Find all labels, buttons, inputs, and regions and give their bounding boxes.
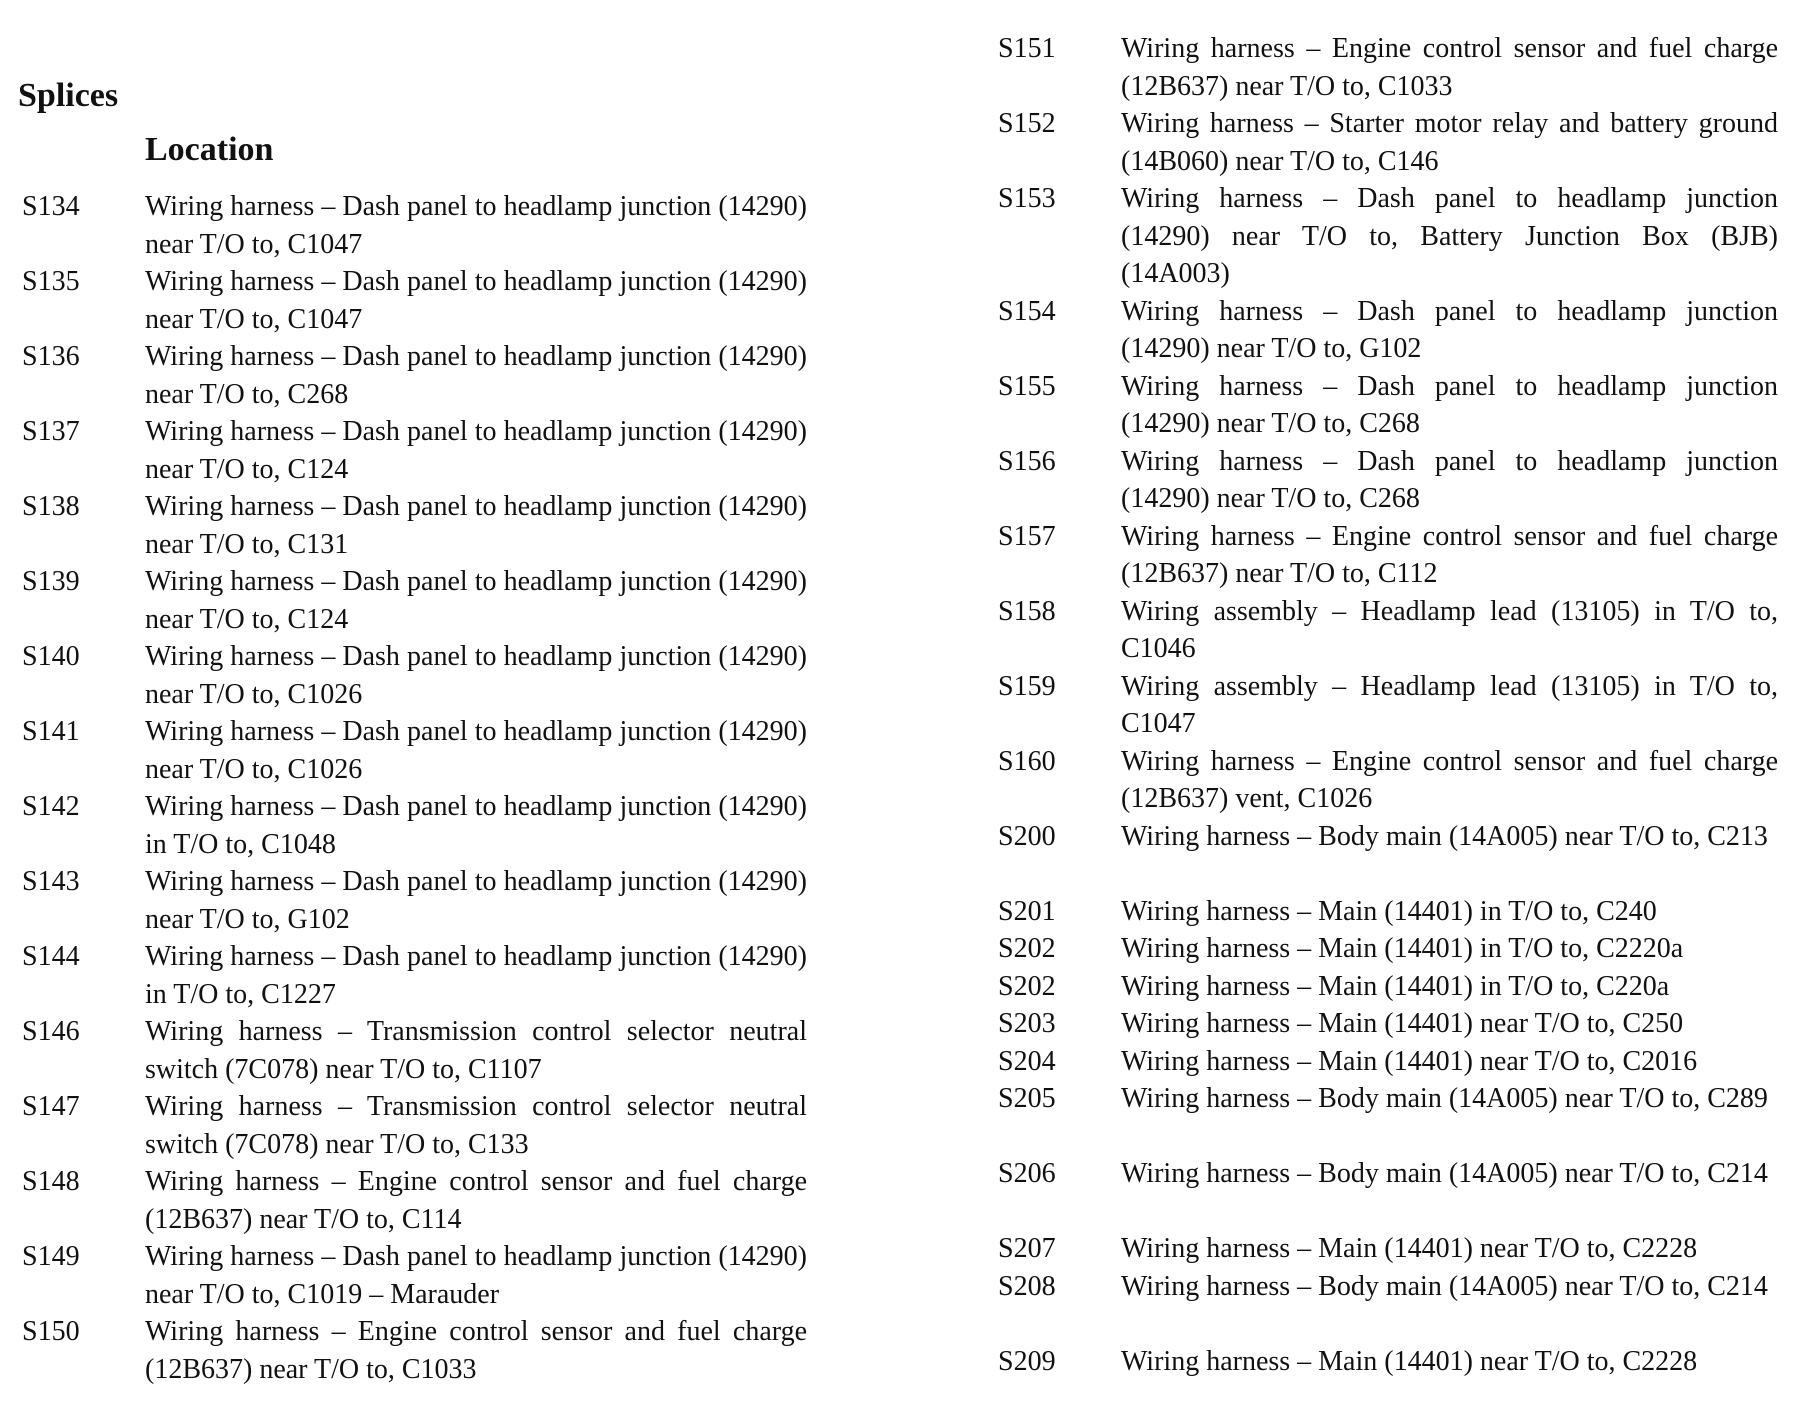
splice-code: S155: [998, 370, 1056, 402]
splice-location: Wiring harness – Engine control sensor and fuel charge (12B637) vent, C1026: [1121, 745, 1778, 814]
splice-location: Wiring harness – Dash panel to headlamp junction (14290) in T/O to, C1227: [145, 941, 807, 1010]
splice-entry: [998, 743, 1778, 818]
splice-location: Wiring harness – Dash panel to headlamp junction (14290) in T/O to, C1048: [145, 791, 807, 860]
splice-entry: [998, 1155, 1778, 1230]
splice-code: S202: [998, 970, 1056, 1002]
splice-code: S205: [998, 1083, 1056, 1114]
splice-entry: [22, 488, 807, 563]
splice-location: Wiring harness – Engine control sensor and fuel charge (12B637) near T/O to, C1033: [1121, 33, 1778, 102]
splice-code: S154: [998, 295, 1056, 327]
splice-location: Wiring harness – Main (14401) in T/O to, C220a: [1121, 970, 1670, 1002]
splice-entry: [998, 443, 1778, 518]
splice-location: Wiring harness – Main (14401) near T/O to, C2016: [1121, 1045, 1698, 1077]
splice-location: Wiring harness – Dash panel to headlamp junction (14290) near T/O to, G102: [1121, 295, 1778, 364]
splice-location: Wiring harness – Body main (14A005) near T/O to, C213: [1121, 820, 1768, 852]
splice-location: Wiring harness – Engine control sensor and fuel charge (12B637) near T/O to, C1033: [145, 1316, 807, 1385]
splice-entry: [22, 863, 807, 938]
splice-location: Wiring harness – Dash panel to headlamp junction (14290) near T/O to, C1047: [145, 266, 807, 335]
splice-entry: [998, 818, 1778, 893]
splice-location: Wiring harness – Main (14401) near T/O to, C2228: [1121, 1345, 1698, 1377]
splice-location: Wiring harness – Engine control sensor and fuel charge (12B637) near T/O to, C114: [145, 1166, 807, 1235]
splice-location: Wiring harness – Dash panel to headlamp junction (14290) near T/O to, C1026: [145, 716, 807, 785]
splice-location: Wiring harness – Dash panel to headlamp junction (14290) near T/O to, C1047: [145, 191, 807, 260]
splice-code: S156: [998, 445, 1056, 477]
splice-entry: [998, 180, 1778, 293]
splice-location: Wiring harness – Dash panel to headlamp junction (14290) near T/O to, G102: [145, 866, 807, 935]
location-heading: Location: [145, 131, 274, 168]
left-column: [22, 188, 807, 1388]
splice-entry: [22, 1088, 807, 1163]
splice-code: S146: [22, 1016, 80, 1047]
splice-location: Wiring harness – Starter motor relay and battery ground (14B060) near T/O to, C146: [1121, 108, 1778, 177]
splice-code: S144: [22, 941, 80, 972]
splice-entry: [998, 518, 1778, 593]
splice-entry: [22, 1238, 807, 1313]
splice-code: S135: [22, 266, 80, 297]
splice-code: S208: [998, 1270, 1056, 1302]
splice-location: Wiring harness – Transmission control selector neutral switch (7C078) near T/O to, C1107: [145, 1016, 807, 1085]
splice-code: S159: [998, 670, 1056, 702]
splice-code: S147: [22, 1091, 80, 1122]
splice-location: Wiring harness – Body main (14A005) near T/O to, C214: [1121, 1158, 1768, 1189]
splice-location: Wiring harness – Dash panel to headlamp junction (14290) near T/O to, C1019 – Marauder: [145, 1241, 807, 1310]
splice-entry: [22, 1163, 807, 1238]
splice-code: S140: [22, 641, 80, 672]
splice-entry: [998, 1043, 1778, 1081]
splice-code: S148: [22, 1166, 80, 1197]
splice-entry: [998, 1080, 1778, 1155]
splice-code: S160: [998, 745, 1056, 777]
splice-entry: [998, 105, 1778, 180]
splice-code: S157: [998, 520, 1056, 552]
splice-location: Wiring harness – Body main (14A005) near T/O to, C289: [1121, 1083, 1768, 1114]
splice-code: S204: [998, 1045, 1056, 1077]
splice-code: S201: [998, 895, 1056, 927]
splice-code: S209: [998, 1345, 1056, 1377]
splice-entry: [998, 368, 1778, 443]
splice-location: Wiring harness – Dash panel to headlamp junction (14290) near T/O to, C268: [145, 341, 807, 410]
splice-code: S152: [998, 108, 1056, 139]
splice-entry: [998, 593, 1778, 668]
splice-location: Wiring harness – Engine control sensor and fuel charge (12B637) near T/O to, C112: [1121, 520, 1778, 589]
splice-code: S137: [22, 416, 80, 447]
splice-code: S158: [998, 595, 1056, 627]
splice-code: S153: [998, 183, 1056, 214]
splice-code: S207: [998, 1233, 1056, 1264]
splice-entry: [998, 1005, 1778, 1043]
splice-entry: [22, 338, 807, 413]
splice-location: Wiring harness – Main (14401) in T/O to, C2220a: [1121, 933, 1684, 964]
splice-entry: [998, 1268, 1778, 1343]
splice-entry: [22, 1013, 807, 1088]
splice-location: Wiring harness – Dash panel to headlamp junction (14290) near T/O to, C1026: [145, 641, 807, 710]
splice-location: Wiring harness – Dash panel to headlamp junction (14290) near T/O to, C124: [145, 566, 807, 635]
splice-entry: [22, 413, 807, 488]
splice-code: S136: [22, 341, 80, 372]
splice-entry: [22, 638, 807, 713]
splice-location: Wiring harness – Dash panel to headlamp junction (14290) near T/O to, C268: [1121, 445, 1778, 514]
splice-code: S141: [22, 716, 80, 747]
splice-code: S142: [22, 791, 80, 822]
splice-code: S200: [998, 820, 1056, 852]
splice-code: S139: [22, 566, 80, 597]
splice-code: S151: [998, 33, 1056, 64]
splice-code: S203: [998, 1008, 1056, 1039]
splice-code: S138: [22, 491, 80, 522]
splice-location: Wiring harness – Main (14401) near T/O to, C250: [1121, 1008, 1684, 1039]
splice-entry: [22, 788, 807, 863]
splice-entry: [22, 563, 807, 638]
page-title: Splices: [18, 77, 119, 114]
splice-location: Wiring assembly – Headlamp lead (13105) in T/O to, C1046: [1121, 595, 1778, 664]
splice-entry: [998, 1343, 1778, 1381]
splice-code: S149: [22, 1241, 80, 1272]
splice-location: Wiring assembly – Headlamp lead (13105) in T/O to, C1047: [1121, 670, 1778, 739]
splice-entry: [22, 263, 807, 338]
splice-location: Wiring harness – Dash panel to headlamp junction (14290) near T/O to, C268: [1121, 370, 1778, 439]
splice-location: Wiring harness – Main (14401) near T/O to, C2228: [1121, 1233, 1698, 1264]
splice-entry: [998, 968, 1778, 1006]
splice-entry: [998, 30, 1778, 105]
splice-entry: [22, 1313, 807, 1388]
splice-entry: [22, 713, 807, 788]
splice-location: Wiring harness – Dash panel to headlamp junction (14290) near T/O to, C131: [145, 491, 807, 560]
splice-location: Wiring harness – Dash panel to headlamp junction (14290) near T/O to, Battery Junction Box (BJB) (14A003): [1121, 183, 1778, 289]
right-column: [998, 30, 1778, 1380]
splice-code: S143: [22, 866, 80, 897]
splice-entry: [998, 930, 1778, 968]
splice-entry: [22, 188, 807, 263]
splice-code: S206: [998, 1158, 1056, 1189]
splice-code: S134: [22, 191, 80, 222]
splice-entry: [998, 668, 1778, 743]
splice-location: Wiring harness – Dash panel to headlamp junction (14290) near T/O to, C124: [145, 416, 807, 485]
splice-entry: [22, 938, 807, 1013]
splice-location: Wiring harness – Transmission control selector neutral switch (7C078) near T/O to, C133: [145, 1091, 807, 1160]
splice-code: S202: [998, 933, 1056, 964]
splice-code: S150: [22, 1316, 80, 1347]
splice-entry: [998, 293, 1778, 368]
splice-entry: [998, 893, 1778, 931]
splice-location: Wiring harness – Body main (14A005) near T/O to, C214: [1121, 1270, 1768, 1302]
splice-entry: [998, 1230, 1778, 1268]
splice-location: Wiring harness – Main (14401) in T/O to, C240: [1121, 895, 1657, 927]
